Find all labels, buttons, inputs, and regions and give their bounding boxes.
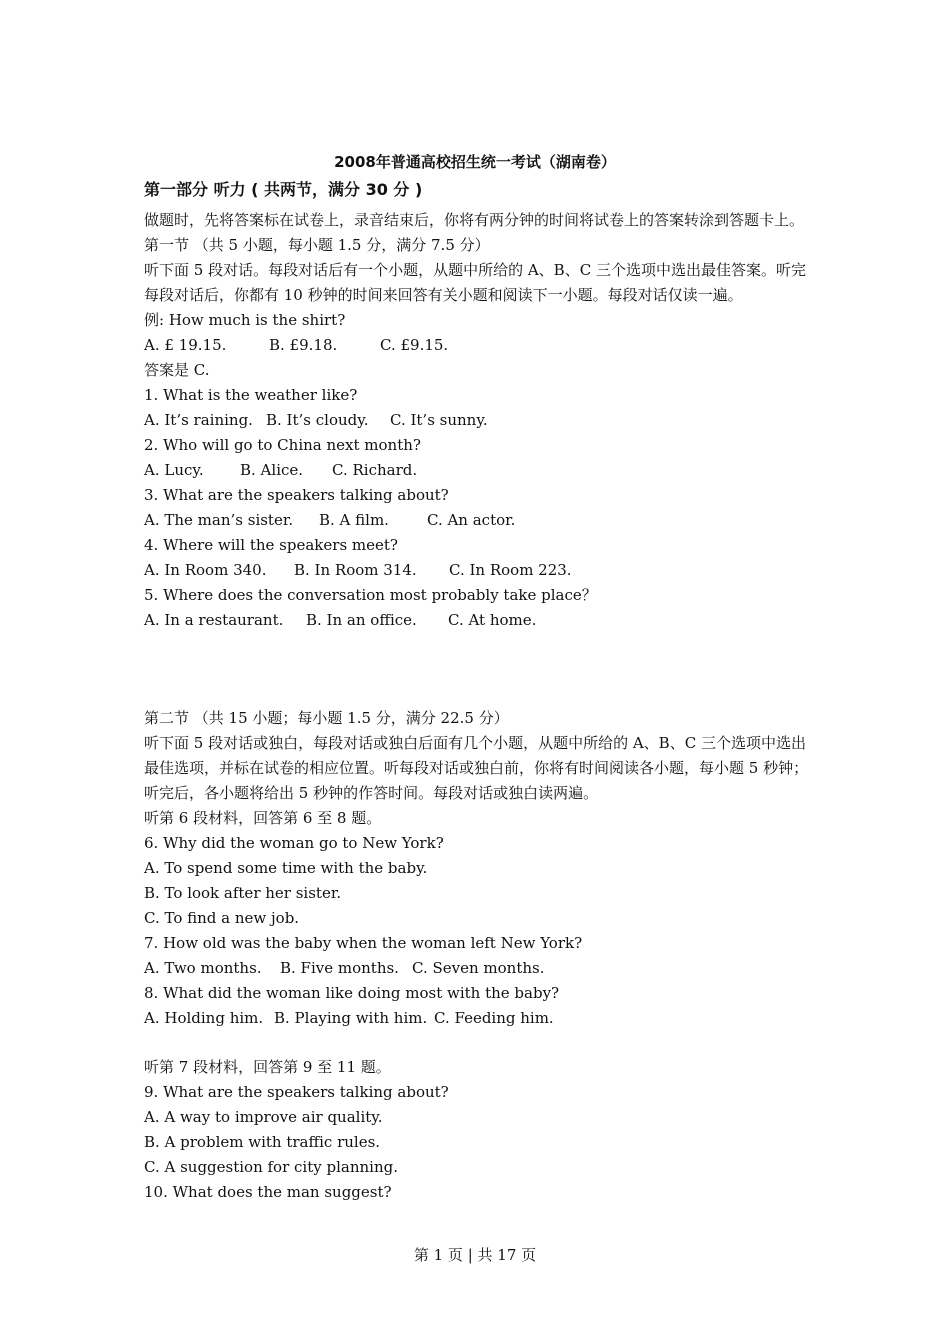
option-c: C. In Room 223.	[449, 561, 572, 579]
option-a: A. Holding him.	[144, 1009, 264, 1027]
question-6-option-b: B. To look after her sister.	[144, 884, 342, 902]
option-c: C. Richard.	[332, 461, 418, 479]
option-b: B. A film.	[319, 511, 389, 529]
option-c: C. At home.	[448, 611, 537, 629]
question-9-option-c: C. A suggestion for city planning.	[144, 1158, 398, 1176]
section1-heading: 第一节 （共 5 小题，每小题 1.5 分，满分 7.5 分）	[144, 236, 490, 254]
option-b: B. In Room 314.	[294, 561, 417, 579]
section2-block	[144, 706, 809, 1031]
example-answer: 答案是 C.	[144, 361, 210, 379]
section1-intro: 听下面 5 段对话。每段对话后有一个小题，从题中所给的 A、B、C 三个选项中选出最佳答案。听完每段对话后，你都有 10 秒钟的时间来回答有关小题和阅读下一小题。每段对话仅读一遍。	[144, 261, 806, 304]
option-b: B. It’s cloudy.	[266, 411, 369, 429]
option-b: B. In an office.	[306, 611, 417, 629]
question-7-options	[144, 956, 809, 981]
question-8: 8. What did the woman like doing most with the baby?	[144, 984, 560, 1002]
page-footer: 第 1 页 | 共 17 页	[413, 1246, 537, 1264]
example-question: 例: How much is the shirt?	[144, 311, 346, 329]
question-8-options	[144, 1006, 809, 1031]
option-a: A. £ 19.15.	[144, 336, 227, 354]
question-9: 9. What are the speakers talking about?	[144, 1083, 449, 1101]
question-6-option-a: A. To spend some time with the baby.	[144, 859, 428, 877]
question-1: 1. What is the weather like?	[144, 386, 358, 404]
question-9-option-a: A. A way to improve air quality.	[144, 1108, 383, 1126]
question-7: 7. How old was the baby when the woman left New York?	[144, 934, 583, 952]
part1-heading: 第一部分 听力 ( 共两节，满分 30 分 )	[144, 180, 423, 199]
section2-intro: 听下面 5 段对话或独白，每段对话或独白后面有几个小题，从题中所给的 A、B、C 三个选项中选出最佳选项，并标在试卷的相应位置。听每段对话或独白前，你将有时间阅读各小题，每小题 5 秒钟；听完后，各小题将给出 5 秒钟的作答时间。每段对话或独白读两遍。	[144, 734, 809, 802]
question-10: 10. What does the man suggest?	[144, 1183, 392, 1201]
question-9-option-b: B. A problem with traffic rules.	[144, 1133, 381, 1151]
section2-heading: 第二节 （共 15 小题；每小题 1.5 分，满分 22.5 分）	[144, 709, 509, 727]
exam-title: 2008年普通高校招生统一考试（湖南卷）	[334, 153, 616, 171]
option-c: C. Seven months.	[412, 959, 545, 977]
material-7-heading: 听第 7 段材料，回答第 9 至 11 题。	[144, 1058, 391, 1076]
question-6: 6. Why did the woman go to New York?	[144, 834, 444, 852]
option-b: B. Alice.	[240, 461, 304, 479]
option-a: A. Two months.	[144, 959, 262, 977]
option-a: A. In a restaurant.	[144, 611, 284, 629]
question-5-options	[144, 608, 809, 633]
option-a: A. In Room 340.	[144, 561, 267, 579]
option-a: A. Lucy.	[144, 461, 204, 479]
instructions: 做题时，先将答案标在试卷上，录音结束后，你将有两分钟的时间将试卷上的答案转涂到答题卡上。	[144, 211, 805, 229]
example-options	[144, 333, 809, 358]
question-4: 4. Where will the speakers meet?	[144, 536, 398, 554]
option-b: B. Playing with him.	[274, 1009, 428, 1027]
option-c: C. £9.15.	[380, 336, 449, 354]
question-5: 5. Where does the conversation most probably take place？	[144, 586, 597, 604]
material-7-block	[144, 1055, 809, 1205]
question-2: 2. Who will go to China next month?	[144, 436, 421, 454]
question-2-options	[144, 458, 809, 483]
section1-block	[144, 208, 809, 633]
option-b: B. £9.18.	[269, 336, 338, 354]
option-a: A. The man’s sister.	[144, 511, 294, 529]
question-1-options	[144, 408, 809, 433]
question-3-options	[144, 508, 809, 533]
option-c: C. An actor.	[427, 511, 516, 529]
option-a: A. It’s raining.	[144, 411, 253, 429]
option-b: B. Five months.	[280, 959, 399, 977]
question-4-options	[144, 558, 809, 583]
option-c: C. It’s sunny.	[390, 411, 488, 429]
question-3: 3. What are the speakers talking about?	[144, 486, 449, 504]
question-6-option-c: C. To find a new job.	[144, 909, 300, 927]
material-6-heading: 听第 6 段材料，回答第 6 至 8 题。	[144, 809, 382, 827]
option-c: C. Feeding him.	[434, 1009, 554, 1027]
